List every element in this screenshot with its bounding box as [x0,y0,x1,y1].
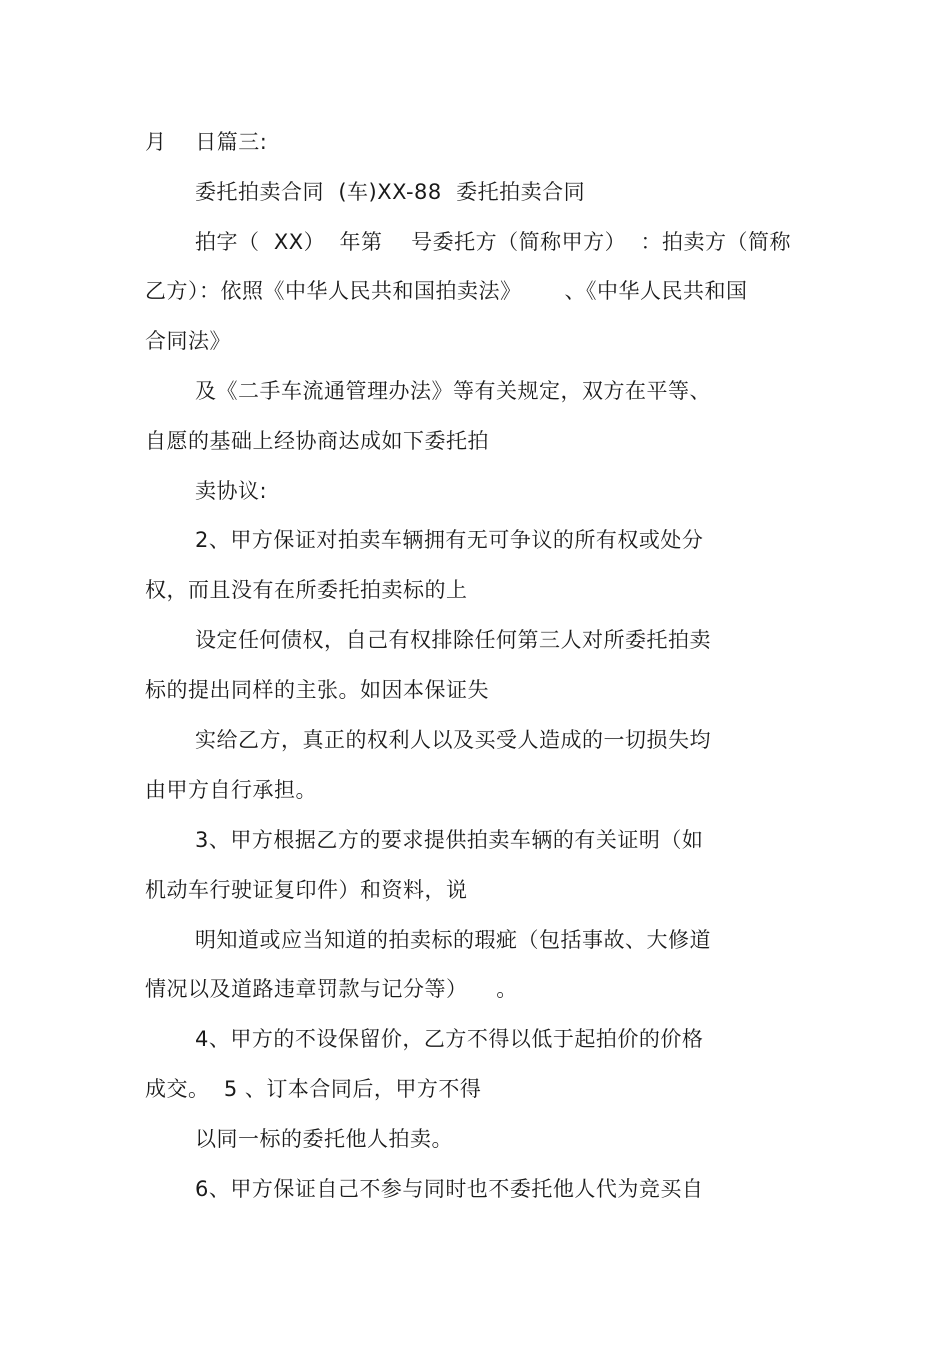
text-line: 3、甲方根据乙方的要求提供拍卖车辆的有关证明（如 [195,828,704,852]
text-line: 实给乙方，真正的权利人以及买受人造成的一切损失均 [195,728,711,752]
text-line: 卖协议: [195,479,268,503]
text-line: 由甲方自行承担。 [145,778,317,802]
text-line: 乙方）：依照《中华人民共和国拍卖法》 、《中华人民共和国 [145,279,748,303]
text-line: 机动车行驶证复印件）和资料，说 [145,878,468,902]
text-line: 明知道或应当知道的拍卖标的瑕疵（包括事故、大修道 [195,928,711,952]
document-title: 委托拍卖合同 (车)XX-88 委托拍卖合同 [195,180,586,204]
text-line: 情况以及道路违章罚款与记分等） 。 [145,977,518,1001]
text-line: 2、甲方保证对拍卖车辆拥有无可争议的所有权或处分 [195,528,704,552]
text-line: 标的提出同样的主张。如因本保证失 [145,678,489,702]
text-line: 自愿的基础上经协商达成如下委托拍 [145,429,489,453]
text-line: 以同一标的委托他人拍卖。 [195,1127,453,1151]
text-line: 拍字（ XX） 年第 号委托方（简称甲方） ：拍卖方（简称 [195,230,792,254]
text-line: 6、甲方保证自己不参与同时也不委托他人代为竞买自 [195,1177,704,1201]
text-line: 及《二手车流通管理办法》等有关规定，双方在平等、 [195,379,711,403]
text-line: 设定任何债权，自己有权排除任何第三人对所委托拍卖 [195,628,711,652]
text-line: 成交。 5 、订本合同后，甲方不得 [145,1077,482,1101]
text-line: 4、甲方的不设保留价，乙方不得以低于起拍价的价格 [195,1027,704,1051]
text-line: 月 日篇三: [145,130,268,154]
text-line: 合同法》 [145,329,231,353]
text-line: 权，而且没有在所委托拍卖标的上 [145,578,468,602]
